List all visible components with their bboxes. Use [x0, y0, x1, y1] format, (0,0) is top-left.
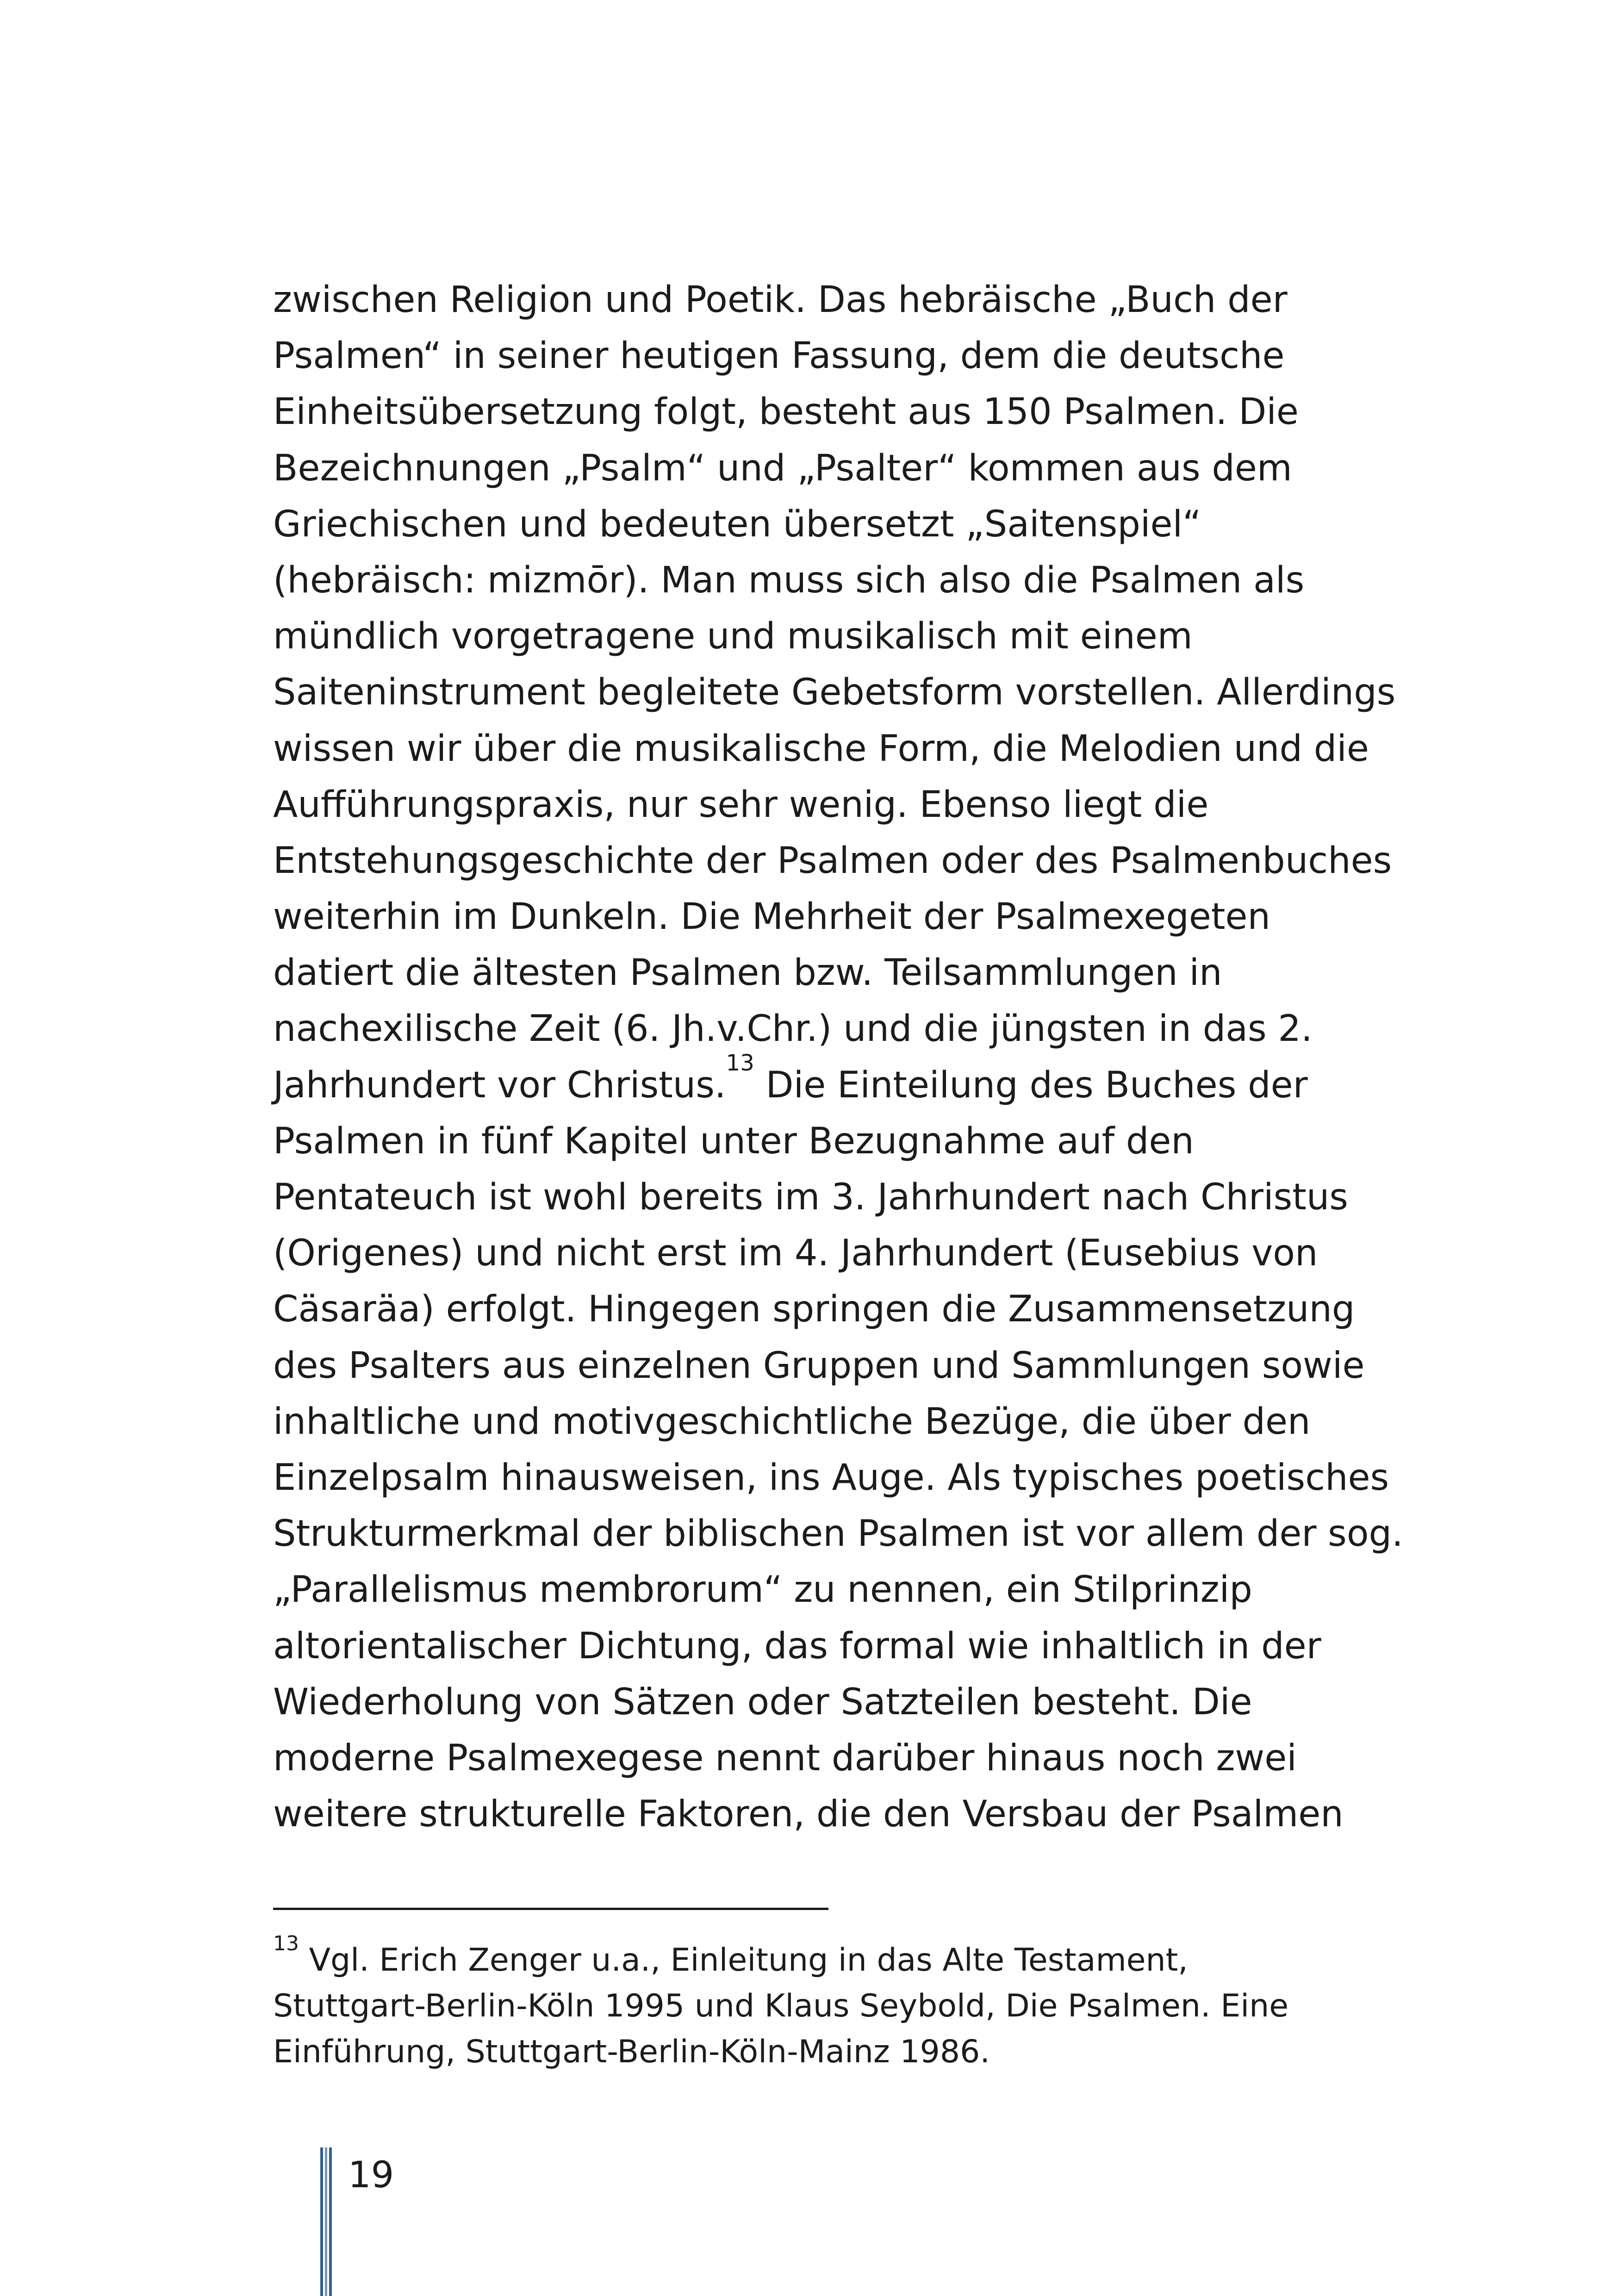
body-line: Strukturmerkmal der biblischen Psalmen ist vor allem der sog.	[273, 1513, 1403, 1555]
page-number-marker	[320, 2147, 334, 2296]
body-line: Bezeichnungen „Psalm“ und „Psalter“ kommen aus dem	[273, 447, 1292, 489]
body-line: inhaltliche und motivgeschichtliche Bezüge, die über den	[273, 1400, 1311, 1443]
body-line: Psalmen“ in seiner heutigen Fassung, dem die deutsche	[273, 335, 1285, 377]
body-line: Griechischen und bedeuten übersetzt „Saitenspiel“	[273, 503, 1201, 545]
body-line: altorientalischer Dichtung, das formal wie inhaltlich in der	[273, 1625, 1321, 1667]
footnote-line: Einführung, Stuttgart-Berlin-Köln-Mainz 1986.	[273, 2034, 990, 2070]
body-line-end: Die Einteilung des Buches der	[754, 1064, 1308, 1106]
marker-bar	[320, 2147, 323, 2296]
body-line: Saiteninstrument begleitete Gebetsform vorstellen. Allerdings	[273, 672, 1396, 714]
body-text	[273, 272, 1403, 1842]
marker-bar	[325, 2147, 327, 2296]
body-line: zwischen Religion und Poetik. Das hebräische „Buch der	[273, 279, 1288, 321]
body-line: Psalmen in fünf Kapitel unter Bezugnahme auf den	[273, 1120, 1194, 1162]
body-line: Einzelpsalm hinausweisen, ins Auge. Als typisches poetisches	[273, 1456, 1389, 1499]
body-line: Aufführungspraxis, nur sehr wenig. Ebenso liegt die	[273, 784, 1209, 826]
footnote-separator	[273, 1908, 828, 1910]
body-line: nachexilische Zeit (6. Jh.v.Chr.) und die jüngsten in das 2.	[273, 1008, 1313, 1050]
body-line: Pentateuch ist wohl bereits im 3. Jahrhundert nach Christus	[273, 1176, 1348, 1218]
body-line-with-footnote-ref	[273, 1050, 1365, 1114]
body-line: moderne Psalmexegese nennt darüber hinaus noch zwei	[273, 1737, 1297, 1779]
body-line: „Parallelismus membrorum“ zu nennen, ein Stilprinzip	[273, 1569, 1252, 1611]
footnote-line	[273, 1932, 1384, 1983]
marker-bar	[329, 2147, 332, 2296]
body-line: (Origenes) und nicht erst im 4. Jahrhundert (Eusebius von	[273, 1232, 1318, 1275]
body-line: Wiederholung von Sätzen oder Satzteilen besteht. Die	[273, 1681, 1252, 1723]
footnote-reference[interactable]: 13	[726, 1050, 754, 1076]
body-line: weiterhin im Dunkeln. Die Mehrheit der Psalmexegeten	[273, 896, 1270, 938]
body-line-start: Jahrhundert vor Christus.	[273, 1064, 726, 1106]
body-line: (hebräisch: mizmōr). Man muss sich also die Psalmen als	[273, 559, 1305, 601]
page-number: 19	[348, 2154, 394, 2196]
footnote-line: Stuttgart-Berlin-Köln 1995 und Klaus Seybold, Die Psalmen. Eine	[273, 1988, 1289, 2024]
body-line: wissen wir über die musikalische Form, die Melodien und die	[273, 728, 1369, 770]
body-line: des Psalters aus einzelnen Gruppen und Sammlungen sowie	[273, 1344, 1365, 1387]
footnote-block	[273, 1932, 1384, 2075]
body-line: Einheitsübersetzung folgt, besteht aus 150 Psalmen. Die	[273, 391, 1299, 433]
body-line: weitere strukturelle Faktoren, die den Versbau der Psalmen	[273, 1793, 1344, 1836]
body-line: Entstehungsgeschichte der Psalmen oder des Psalmenbuches	[273, 840, 1392, 882]
body-line: Cäsaräa) erfolgt. Hingegen springen die Zusammensetzung	[273, 1288, 1355, 1331]
footnote-text: Vgl. Erich Zenger u.a., Einleitung in das Alte Testament,	[299, 1942, 1188, 1979]
body-line: mündlich vorgetragene und musikalisch mit einem	[273, 616, 1193, 658]
footnote-number: 13	[273, 1932, 299, 1955]
body-line: datiert die ältesten Psalmen bzw. Teilsammlungen in	[273, 952, 1222, 994]
